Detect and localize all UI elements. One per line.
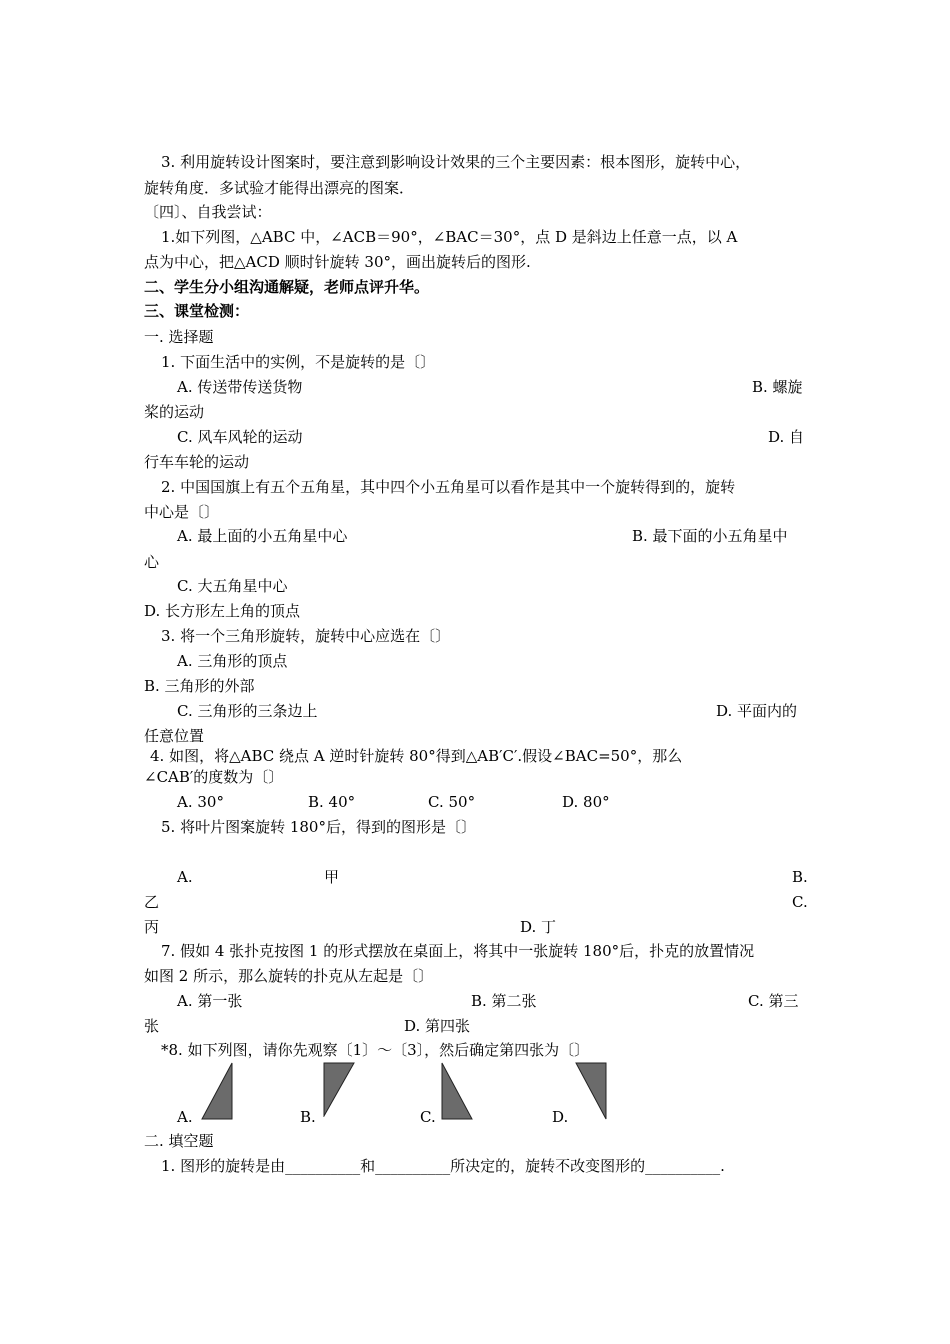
q7-option-b: B. 第二张 bbox=[471, 992, 537, 1010]
q4-option-c: C. 50° bbox=[428, 793, 476, 811]
q8-option-a: A. bbox=[177, 1108, 193, 1126]
exercise-1-line-2: 点为中心，把△ACD 顺时针旋转 30°，画出旋转后的图形. bbox=[144, 253, 531, 271]
q5-option-c: C. bbox=[792, 893, 808, 911]
q5-option-a: A. bbox=[177, 868, 193, 886]
q8-triangle-b bbox=[322, 1062, 356, 1117]
q7-stem-line-2: 如图 2 所示，那么旋转的扑克从左起是〔〕 bbox=[144, 967, 434, 985]
q2-option-b-cont: 心 bbox=[144, 553, 160, 571]
paragraph-3-line-2: 旋转角度．多试验才能得出漂亮的图案． bbox=[144, 179, 415, 197]
section-4-title: 〔四〕、自我尝试： bbox=[144, 203, 272, 221]
q1-stem: 1. 下面生活中的实例，不是旋转的是〔〕 bbox=[161, 353, 436, 371]
q8-triangle-d bbox=[575, 1062, 609, 1120]
paragraph-3-line-1: 3. 利用旋转设计图案时，要注意到影响设计效果的三个主要因素：根本图形，旋转中心， bbox=[161, 153, 751, 171]
q8-option-b: B. bbox=[300, 1108, 316, 1126]
q1-option-b-cont: 桨的运动 bbox=[144, 403, 205, 421]
q3-option-d: D. 平面内的 bbox=[716, 702, 798, 720]
q3-option-a: A. 三角形的顶点 bbox=[177, 652, 288, 670]
q4-stem-line-1: 4. 如图，将△ABC 绕点 A 逆时针旋转 80°得到△AB′C′.假设∠BAC=50°，那么 bbox=[150, 747, 683, 765]
q7-option-d: D. 第四张 bbox=[404, 1017, 471, 1035]
part-3-title: 三、课堂检测： bbox=[144, 302, 250, 320]
q2-stem-line-1: 2. 中国国旗上有五个五角星，其中四个小五角星可以看作是其中一个旋转得到的，旋转 bbox=[161, 478, 736, 496]
q8-triangle-c-shape bbox=[442, 1063, 472, 1119]
q5-label-bing: 丙 bbox=[144, 918, 160, 936]
q8-triangle-a bbox=[200, 1062, 236, 1120]
q1-option-d: D. 自 bbox=[768, 428, 805, 446]
q8-option-d: D. bbox=[552, 1108, 569, 1126]
exercise-1-line-1: 1.如下列图，△ABC 中，∠ACB＝90°，∠BAC＝30°，点 D 是斜边上任意一点，以 A bbox=[161, 228, 738, 246]
q7-option-c: C. 第三 bbox=[748, 992, 799, 1010]
q3-stem: 3. 将一个三角形旋转，旋转中心应选在〔〕 bbox=[161, 627, 451, 645]
q2-option-b: B. 最下面的小五角星中 bbox=[632, 527, 788, 545]
q8-option-c: C. bbox=[420, 1108, 436, 1126]
q1-option-a: A. 传送带传送货物 bbox=[177, 378, 303, 396]
fill-question-1: 1. 图形的旋转是由__________和__________所决定的，旋转不改变图形的__________. bbox=[161, 1157, 725, 1175]
q2-option-d: D. 长方形左上角的顶点 bbox=[144, 602, 301, 620]
q4-option-b: B. 40° bbox=[308, 793, 356, 811]
q8-stem: *8. 如下列图，请你先观察〔1〕～〔3〕，然后确定第四张为〔〕 bbox=[161, 1041, 590, 1059]
q1-option-c: C. 风车风轮的运动 bbox=[177, 428, 303, 446]
q7-option-a: A. 第一张 bbox=[177, 992, 243, 1010]
fill-section-title: 二. 填空题 bbox=[144, 1132, 214, 1150]
q8-triangle-d-shape bbox=[576, 1063, 606, 1119]
q5-option-b: B. bbox=[792, 868, 808, 886]
q3-option-d-cont: 任意位置 bbox=[144, 727, 205, 745]
choice-section-title: 一. 选择题 bbox=[144, 328, 214, 346]
q2-stem-line-2: 中心是〔〕 bbox=[144, 503, 220, 521]
q8-triangle-b-shape bbox=[324, 1063, 354, 1116]
q8-triangle-c bbox=[440, 1062, 474, 1120]
q4-option-d: D. 80° bbox=[562, 793, 610, 811]
q8-triangle-a-shape bbox=[202, 1063, 232, 1119]
q4-stem-line-2: ∠CAB′的度数为〔〕 bbox=[144, 768, 284, 786]
part-2-title: 二、学生分小组沟通解疑，老师点评升华。 bbox=[144, 278, 430, 296]
q3-option-b: B. 三角形的外部 bbox=[144, 677, 255, 695]
q2-option-a: A. 最上面的小五角星中心 bbox=[177, 527, 348, 545]
q5-option-d: D. 丁 bbox=[520, 918, 557, 936]
q5-label-jia: 甲 bbox=[324, 868, 340, 886]
q4-option-a: A. 30° bbox=[177, 793, 224, 811]
q5-label-yi: 乙 bbox=[144, 893, 160, 911]
q3-option-c: C. 三角形的三条边上 bbox=[177, 702, 318, 720]
q7-stem-line-1: 7. 假如 4 张扑克按图 1 的形式摆放在桌面上，将其中一张旋转 180°后，扑克的放置情况 bbox=[161, 942, 755, 960]
q2-option-c: C. 大五角星中心 bbox=[177, 577, 288, 595]
q7-option-c-cont: 张 bbox=[144, 1017, 160, 1035]
q5-stem: 5. 将叶片图案旋转 180°后，得到的图形是〔〕 bbox=[161, 818, 476, 836]
q1-option-b: B. 螺旋 bbox=[752, 378, 803, 396]
q1-option-d-cont: 行车车轮的运动 bbox=[144, 453, 250, 471]
